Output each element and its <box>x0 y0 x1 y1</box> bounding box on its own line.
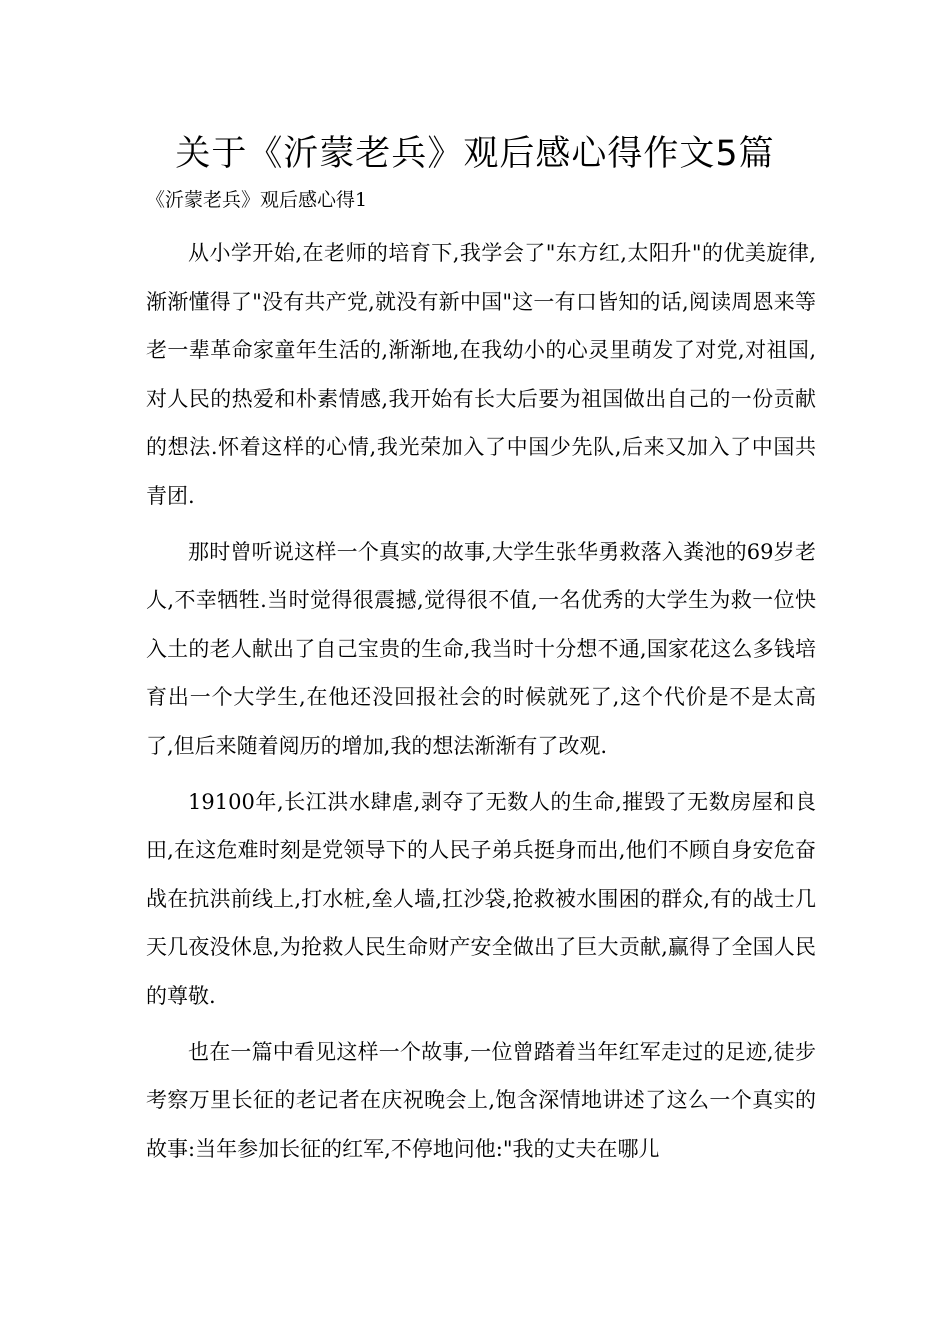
section-heading: 《沂蒙老兵》观后感心得1 <box>146 189 368 211</box>
paragraph-1: 从小学开始,在老师的培育下,我学会了"东方红,太阳升"的优美旋律,渐渐懂得了"没有共产党,就没有新中国"这一有口皆知的话,阅读周恩来等老一辈革命家童年生活的,渐渐地,在我幼小的心灵里萌发了对党,对祖国,对人民的热爱和朴素情感,我开始有长大后要为祖国做出自己的一份贡献的想法.怀着这样的心情,我光荣加入了中国少先队,后来又加入了中国共青团. <box>146 241 816 508</box>
document-title: 关于《沂蒙老兵》观后感心得作文5篇 <box>175 134 775 174</box>
paragraph-4: 也在一篇中看见这样一个故事,一位曾踏着当年红军走过的足迹,徒步考察万里长征的老记者在庆祝晚会上,饱含深情地讲述了这么一个真实的故事:当年参加长征的红军,不停地问他:"我的丈夫在哪儿 <box>146 1039 816 1161</box>
document-body <box>146 229 816 1180</box>
paragraph-3: 19100年,长江洪水肆虐,剥夺了无数人的生命,摧毁了无数房屋和良田,在这危难时刻是党领导下的人民子弟兵挺身而出,他们不顾自身安危奋战在抗洪前线上,打水桩,垒人墙,扛沙袋,抢救被水围困的群众,有的战士几天几夜没休息,为抢救人民生命财产安全做出了巨大贡献,赢得了全国人民的尊敬. <box>146 789 816 1008</box>
paragraph-2: 那时曾听说这样一个真实的故事,大学生张华勇救落入粪池的69岁老人,不幸牺牲.当时觉得很震撼,觉得很不值,一名优秀的大学生为救一位快入土的老人献出了自己宝贵的生命,我当时十分想不通,国家花这么多钱培育出一个大学生,在他还没回报社会的时候就死了,这个代价是不是太高了,但后来随着阅历的增加,我的想法渐渐有了改观. <box>146 539 816 758</box>
